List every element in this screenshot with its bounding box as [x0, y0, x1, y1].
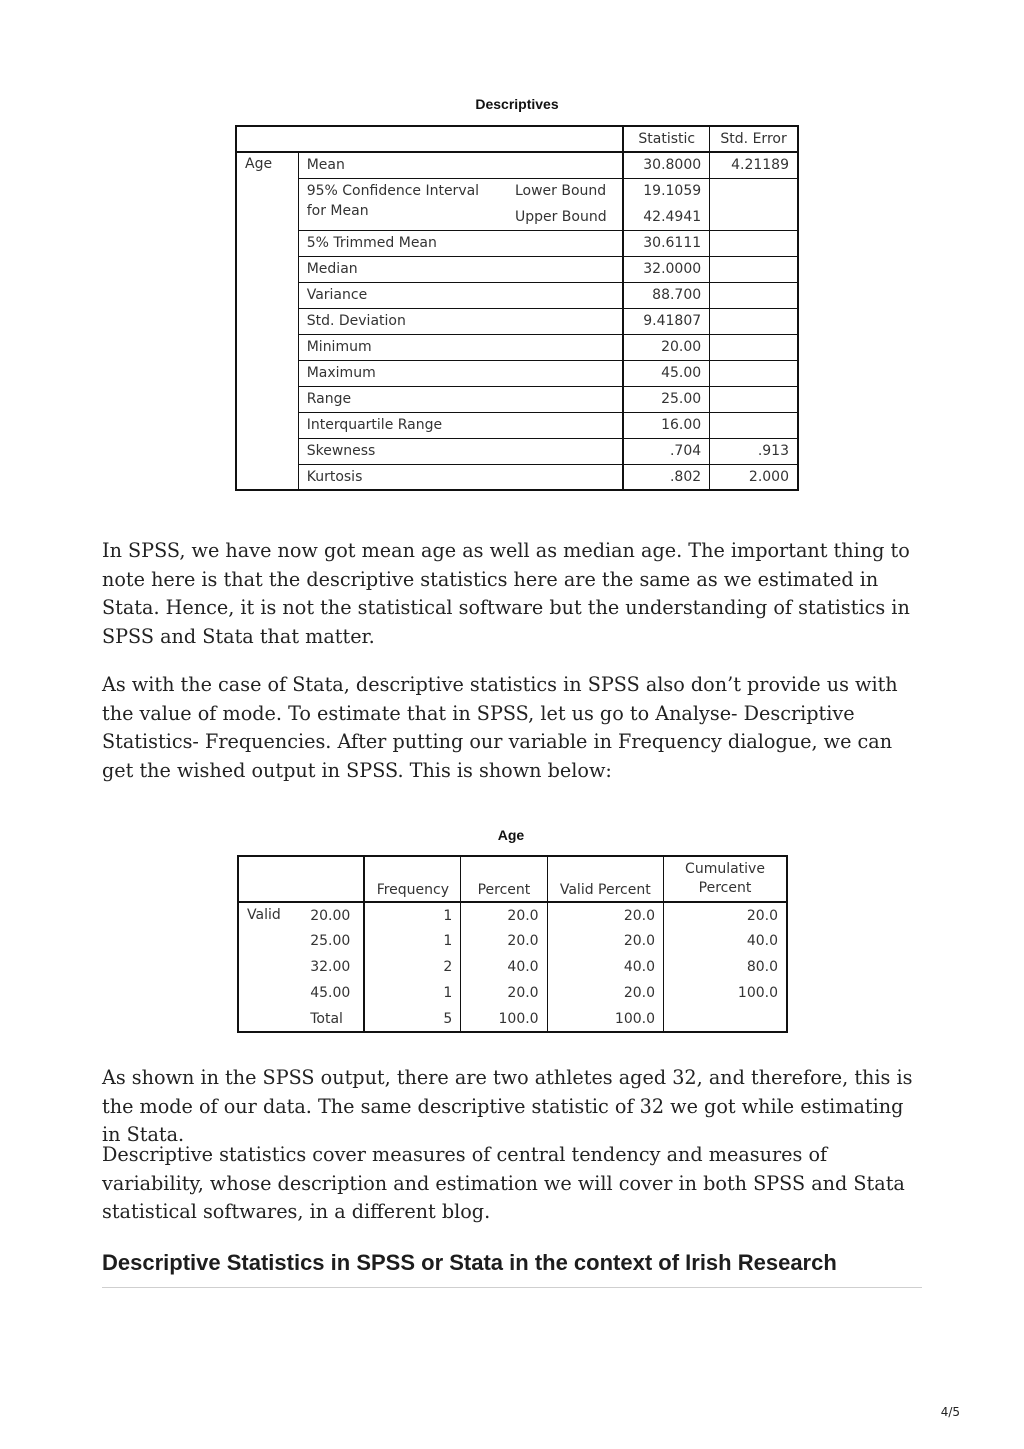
valid-percent-cell: 20.0 [547, 928, 663, 954]
table-row [238, 928, 787, 954]
table-row [238, 1006, 787, 1032]
row-label: 5% Trimmed Mean [298, 230, 623, 256]
table-header-row [236, 126, 798, 152]
frequency-cell: 1 [364, 980, 460, 1006]
row-label: Kurtosis [298, 464, 623, 490]
cumulative-cell: 20.0 [664, 902, 787, 928]
valid-percent-cell: 100.0 [547, 1006, 663, 1032]
std-error-header: Std. Error [710, 126, 798, 152]
cumulative-cell: 100.0 [664, 980, 787, 1006]
table-row [236, 412, 798, 438]
valid-percent-cell: 40.0 [547, 954, 663, 980]
stat-value: 16.00 [623, 412, 709, 438]
table-row [236, 464, 798, 490]
value-cell: Total [310, 1010, 343, 1027]
sub-label: Lower Bound [507, 178, 623, 204]
table-row [236, 230, 798, 256]
percent-cell: 40.0 [461, 954, 547, 980]
row-label: Std. Deviation [298, 308, 623, 334]
row-label: Skewness [298, 438, 623, 464]
value-cell: 32.00 [310, 959, 351, 975]
valid-percent-cell: 20.0 [547, 902, 663, 928]
descriptives-table [235, 125, 799, 491]
valid-group-label: Valid [247, 907, 281, 923]
table-row [236, 178, 798, 204]
paragraph-central-tendency: Descriptive statistics cover measures of central tendency and measures of variability, whose description and estimation we will cover in both SPSS and Stata statistical softwares, in a different blog. [102, 1143, 905, 1223]
se-value: 2.000 [710, 464, 798, 490]
value-cell: 25.00 [310, 933, 351, 949]
paragraph-mode-frequencies: As with the case of Stata, descriptive statistics in SPSS also don’t provide us with the value of mode. To estimate that in SPSS, let us go to Analyse- Descriptive Statistics- Frequencies. After putting our variable in Frequency dialogue, we can get the wished output in SPSS. This is shown below: [102, 673, 898, 782]
row-label: Maximum [298, 360, 623, 386]
row-label: Interquartile Range [298, 412, 623, 438]
row-label: Range [298, 386, 623, 412]
valid-percent-header: Valid Percent [547, 856, 663, 902]
variable-label: Age [245, 156, 273, 172]
table-header-row [238, 856, 787, 902]
page-number: 4/5 [940, 1405, 960, 1419]
cumulative-header-line2: Percent [698, 880, 752, 896]
percent-header: Percent [461, 856, 547, 902]
paragraph-spss-mean-median: In SPSS, we have now got mean age as well as median age. The important thing to note here is that the descriptive statistics here are the same as we estimated in Stata. Hence, it is not the statistical software but the understanding of statistics in SPSS and Stata that matter. [102, 539, 910, 648]
cumulative-cell: 40.0 [664, 928, 787, 954]
stat-value: 9.41807 [623, 308, 709, 334]
row-label: 95% Confidence Interval for Mean [298, 178, 507, 230]
row-label: Minimum [298, 334, 623, 360]
stat-value: .704 [623, 438, 709, 464]
stat-value: 30.8000 [623, 152, 709, 178]
sub-label: Upper Bound [514, 208, 607, 225]
stat-value: 19.1059 [623, 178, 709, 204]
stat-value: 88.700 [623, 282, 709, 308]
table-row [236, 152, 798, 178]
table-row [236, 308, 798, 334]
cumulative-cell: 80.0 [664, 954, 787, 980]
table-row [236, 334, 798, 360]
stat-value: 42.4941 [623, 204, 709, 230]
value-cell: 45.00 [310, 985, 351, 1001]
table-row [236, 282, 798, 308]
table-row [238, 980, 787, 1006]
row-label: Median [298, 256, 623, 282]
table-row [236, 256, 798, 282]
table-row [236, 386, 798, 412]
percent-cell: 20.0 [461, 980, 547, 1006]
row-label: Variance [298, 282, 623, 308]
section-heading: Descriptive Statistics in SPSS or Stata in the context of Irish Research [102, 1250, 837, 1275]
frequency-cell: 1 [364, 902, 460, 928]
percent-cell: 100.0 [461, 1006, 547, 1032]
stat-value: .802 [623, 464, 709, 490]
percent-cell: 20.0 [461, 902, 547, 928]
table-row [238, 954, 787, 980]
stat-value: 32.0000 [623, 256, 709, 282]
cumulative-percent-header [664, 856, 787, 902]
stat-value: 20.00 [623, 334, 709, 360]
table-row [238, 902, 787, 928]
row-label: Mean [298, 152, 623, 178]
cumulative-cell [664, 1006, 787, 1032]
valid-percent-cell: 20.0 [547, 980, 663, 1006]
value-cell: 20.00 [310, 907, 351, 924]
percent-cell: 20.0 [461, 928, 547, 954]
table-row [236, 360, 798, 386]
cumulative-header-line1: Cumulative [685, 861, 765, 877]
frequency-title: Age [497, 827, 525, 843]
heading-divider [102, 1287, 922, 1288]
frequency-table [237, 855, 788, 1033]
paragraph-mode-result: As shown in the SPSS output, there are two athletes aged 32, and therefore, this is the mode of our data. The same descriptive statistic of 32 we got while estimating in Stata. [102, 1066, 913, 1146]
stat-value: 45.00 [623, 360, 709, 386]
se-value: .913 [710, 438, 798, 464]
frequency-header: Frequency [364, 856, 460, 902]
statistic-header: Statistic [623, 126, 709, 152]
stat-value: 30.6111 [623, 230, 709, 256]
frequency-cell: 5 [364, 1006, 460, 1032]
se-value: 4.21189 [710, 152, 798, 178]
descriptives-title: Descriptives [475, 96, 559, 112]
frequency-cell: 2 [364, 954, 460, 980]
stat-value: 25.00 [623, 386, 709, 412]
frequency-cell: 1 [364, 928, 460, 954]
table-row [236, 438, 798, 464]
